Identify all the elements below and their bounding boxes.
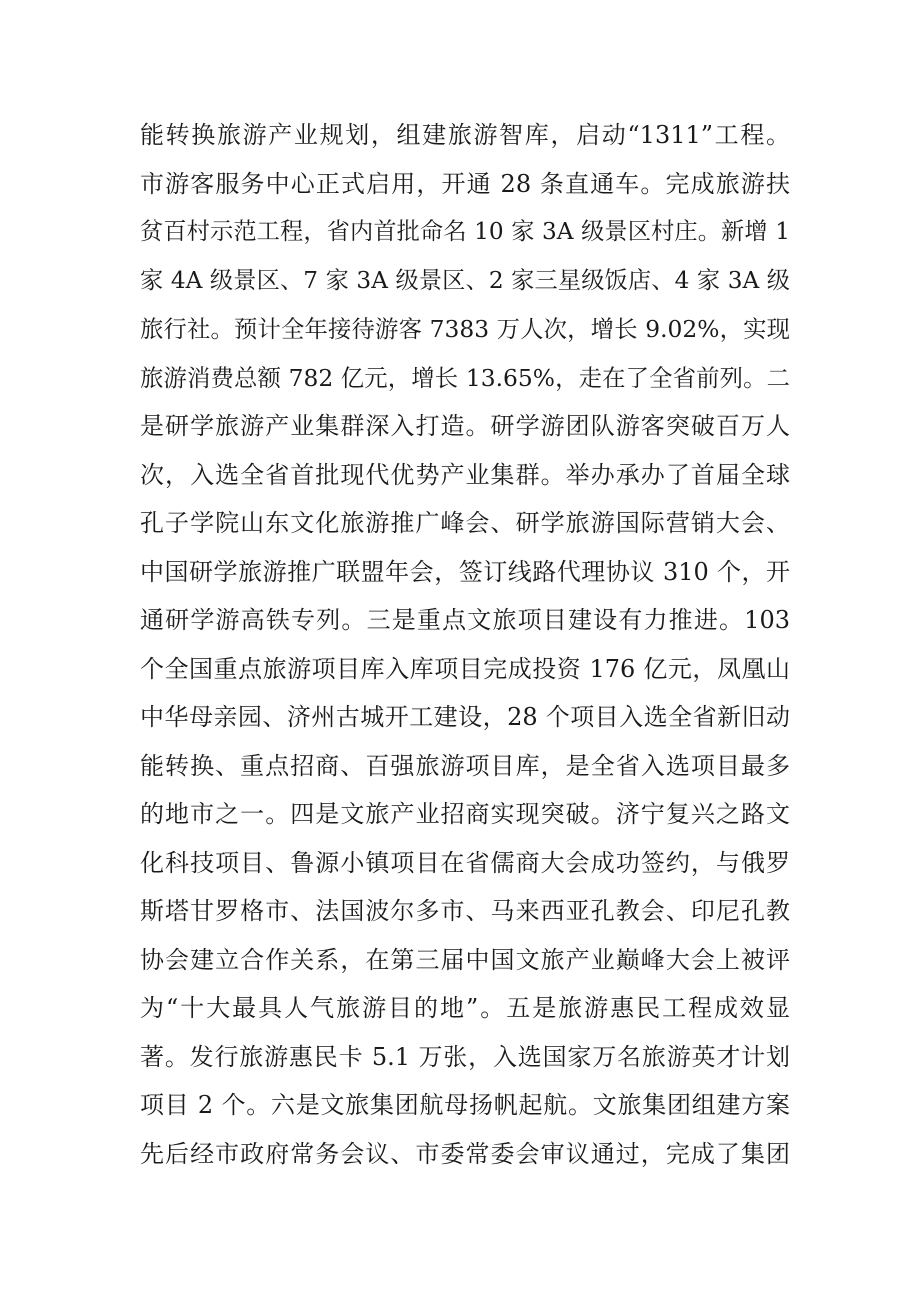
- text-line: 项目 2 个。六是文旅集团航母扬帆起航。文旅集团组建方案: [140, 1091, 790, 1119]
- text-line: 中国研学旅游推广联盟年会，签订线路代理协议 310 个，开: [140, 557, 790, 586]
- text-line: 是研学旅游产业集群深入打造。研学游团队游客突破百万人: [140, 412, 790, 440]
- text-line: 旅行社。预计全年接待游客 7383 万人次，增长 9.02%，实现: [140, 315, 790, 343]
- text-line: 贫百村示范工程，省内首批命名 10 家 3A 级景区村庄。新增 1: [140, 218, 790, 245]
- text-line: 孔子学院山东文化旅游推广峰会、研学旅游国际营销大会、: [140, 509, 790, 537]
- text-line: 通研学游高铁专列。三是重点文旅项目建设有力推进。103: [140, 606, 790, 634]
- text-line: 家 4A 级景区、7 家 3A 级景区、2 家三星级饭店、4 家 3A 级: [140, 266, 790, 294]
- text-line: 先后经市政府常务会议、市委常委会审议通过，完成了集团: [140, 1139, 790, 1168]
- body-paragraph: [140, 111, 790, 1178]
- text-line: 旅游消费总额 782 亿元，增长 13.65%，走在了全省前列。二: [140, 363, 790, 392]
- text-line: 协会建立合作关系，在第三届中国文旅产业巅峰大会上被评: [140, 945, 790, 974]
- text-line: 个全国重点旅游项目库入库项目完成投资 176 亿元，凤凰山: [140, 654, 790, 683]
- text-line: 能转换旅游产业规划，组建旅游智库，启动“1311”工程。: [140, 121, 790, 149]
- text-line: 的地市之一。四是文旅产业招商实现突破。济宁复兴之路文: [140, 800, 790, 828]
- text-line: 次，入选全省首批现代优势产业集群。举办承办了首届全球: [140, 460, 790, 489]
- text-line: 化科技项目、鲁源小镇项目在省儒商大会成功签约，与俄罗: [140, 848, 790, 877]
- text-line: 为“十大最具人气旅游目的地”。五是旅游惠民工程成效显: [140, 994, 790, 1022]
- text-line: 斯塔甘罗格市、法国波尔多市、马来西亚孔教会、印尼孔教: [140, 897, 790, 925]
- text-line: 能转换、重点招商、百强旅游项目库，是全省入选项目最多: [140, 751, 790, 780]
- text-line: 著。发行旅游惠民卡 5.1 万张，入选国家万名旅游英才计划: [140, 1042, 790, 1071]
- text-line: 市游客服务中心正式启用，开通 28 条直通车。完成旅游扶: [140, 169, 790, 198]
- text-line: 中华母亲园、济州古城开工建设，28 个项目入选全省新旧动: [140, 703, 790, 731]
